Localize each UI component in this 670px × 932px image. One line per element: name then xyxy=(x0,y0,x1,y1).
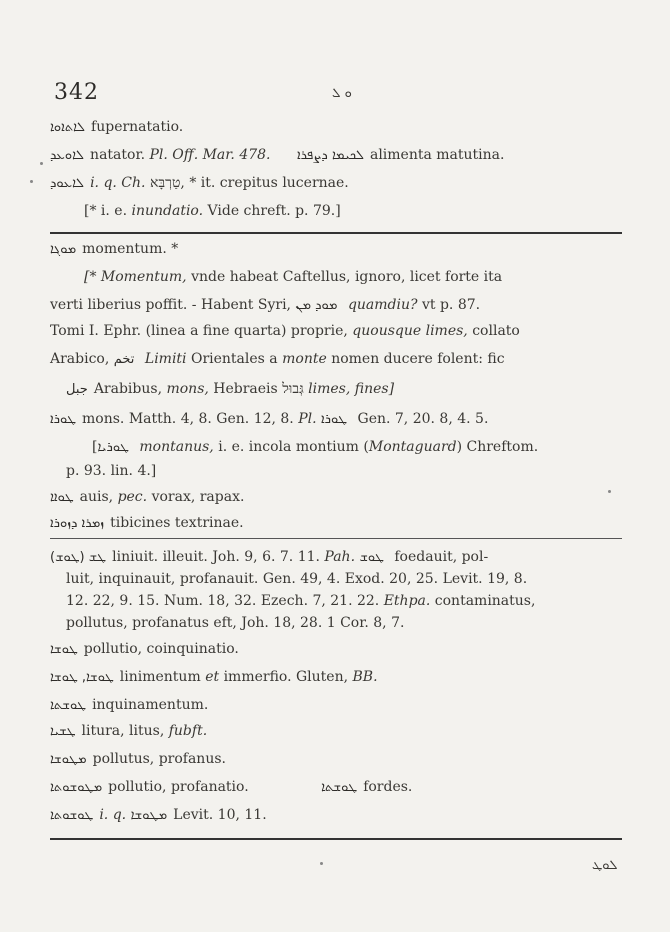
footnote-line: [* Momentum, vnde habeat Caftellus, ignoro, licet forte ita xyxy=(84,269,503,285)
entry-line: ܠܐܬܐܘܐ fupernatatio. xyxy=(50,119,184,135)
ink-speck xyxy=(40,162,43,165)
entry-line: ܠܐܥܘܕ i. q. Ch. טַרְבָּא, * it. crepitus lucernae. xyxy=(50,175,349,191)
entry-line: 12. 22, 9. 15. Num. 18, 32. Ezech. 7, 21. 22. Ethpa. contaminatus, xyxy=(66,593,536,609)
running-head: ܘ ܠ xyxy=(332,86,352,101)
bottom-rule xyxy=(50,838,622,840)
footnote-line: Arabico, تخم Limiti Orientales a monte nomen ducere folent: fic xyxy=(50,351,505,367)
section-divider xyxy=(50,538,622,539)
entry-line: ܛܘܫܘܬܐ i. q. ܡܛܘܫܐ Levit. 10, 11. xyxy=(50,807,267,823)
page-number: 342 xyxy=(54,80,99,105)
footnote-line: [ܛܘܪܝܐ montanus, i. e. incola montium (Montaguard) Chreftom. xyxy=(92,439,539,455)
footnote-line: p. 93. lin. 4.] xyxy=(66,463,157,479)
entry-line: ܛܫܝܐ litura, litus, fubft. xyxy=(50,723,208,739)
entry-line: pollutus, profanatus eft, Joh. 18, 28. 1 Cor. 8, 7. xyxy=(66,615,405,631)
entry-line: (ܛܘܫ) ܛܫ liniuit. illeuit. Joh. 9, 6. 7. 11. Pah. ܛܘܫ foedauit, pol- xyxy=(50,549,489,565)
entry-line: ܙܡܪܐ ܕܙܘܪܐ tibicines textrinae. xyxy=(50,515,244,531)
ink-speck xyxy=(30,180,33,183)
entry-line: ܡܛܘܫܘܬܐ pollutio, profanatio. ܛܘܫܬܐ fordes. xyxy=(50,779,413,795)
footnote-line: Tomi I. Ephr. (linea a fine quarta) proprie, quousque limes, collato xyxy=(50,323,520,339)
entry-line: ܛܘܪܐ mons. Matth. 4, 8. Gen. 12, 8. Pl. ܛܘܪܐ Gen. 7, 20. 8, 4. 5. xyxy=(50,411,489,427)
ink-speck xyxy=(320,862,323,865)
entry-line: luit, inquinauit, profanauit. Gen. 49, 4. Exod. 20, 25. Levit. 19, 8. xyxy=(66,571,528,587)
catchword: ܠܘܛ xyxy=(592,858,618,873)
entry-line: ܛܘܐܐ auis, pec. vorax, rapax. xyxy=(50,489,245,505)
section-divider xyxy=(50,232,622,234)
entry-line: ܠܐܘܥܕ natator. Pl. Off. Mar. 478. ܠܟܝܡܐ ܕܨܦܪܐ alimenta matutina. xyxy=(50,147,505,163)
entry-line: ܛܘܫܐ pollutio, coinquinatio. xyxy=(50,641,239,657)
entry-line: ܡܛܘܫܐ pollutus, profanus. xyxy=(50,751,226,767)
footnote-line: جبل Arabibus, mons, Hebraeis גְּבוּל limes, fines] xyxy=(66,381,395,397)
ink-speck xyxy=(608,490,611,493)
entry-line: ܡܘܓܐ momentum. * xyxy=(50,241,179,257)
entry-line: ܛܘܫܐ, ܛܘܫܐ linimentum et immerfio. Gluten, BB. xyxy=(50,669,378,685)
footnote-line: [* i. e. inundatio. Vide chreft. p. 79.] xyxy=(84,203,341,219)
entry-line: ܛܘܫܬܐ inquinamentum. xyxy=(50,697,209,713)
footnote-line: verti liberius poffit. - Habent Syri, ܡܘܕ ܡܢ quamdiu? vt p. 87. xyxy=(50,297,481,313)
